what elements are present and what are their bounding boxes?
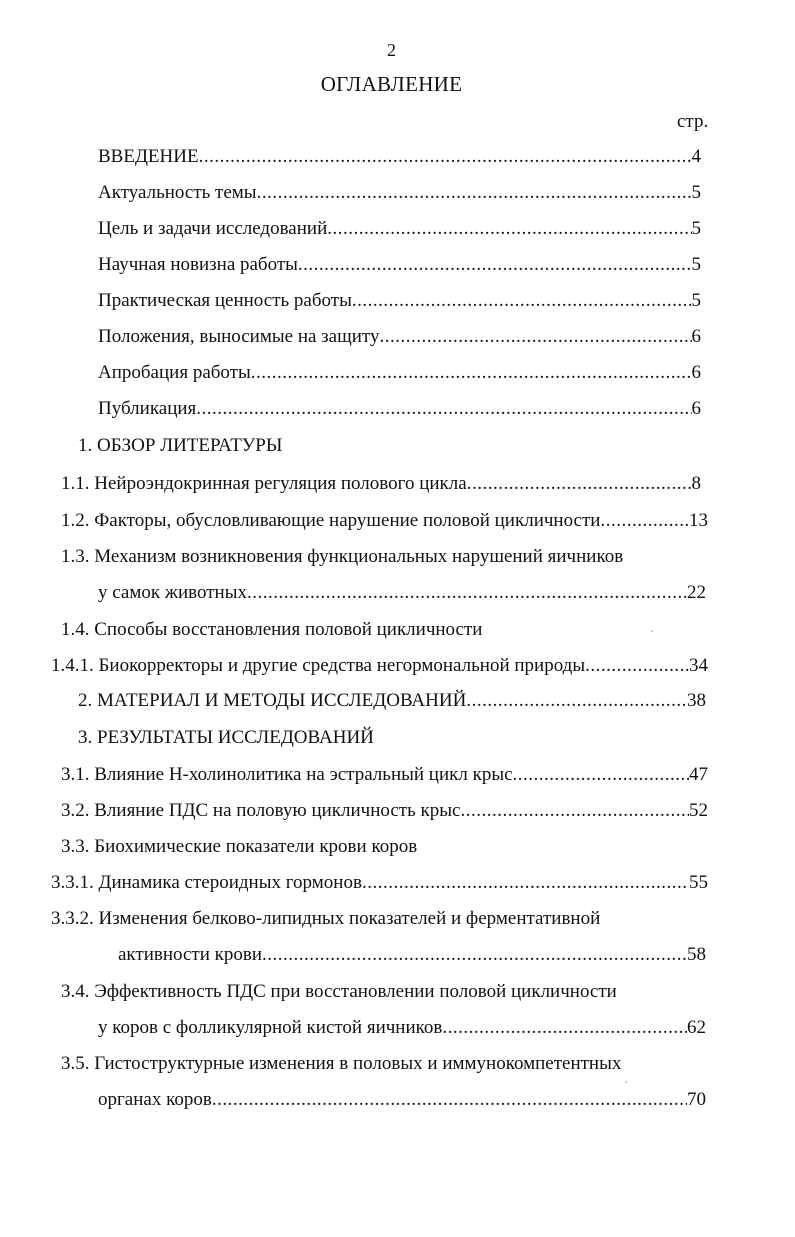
toc-entry-page: 4 [691,146,701,167]
toc-entry-number: 1.3. [61,546,90,567]
leader-dots [362,869,689,897]
toc-entry-label: Влияние Н-холинолитика на эстральный цикл крыс [94,764,513,785]
toc-entry-continuation[interactable] [98,1086,706,1114]
toc-entry-number: 1.4.1. [51,655,94,676]
toc-entry-label: Публикация [98,398,197,419]
toc-entry-continuation[interactable] [118,941,706,969]
toc-entry-page: 58 [687,944,706,965]
leader-dots [585,652,689,680]
toc-entry-label: Биохимические показатели крови коров [94,836,418,857]
toc-entry-label: активности крови [118,944,263,965]
page-column-label: стр. [677,111,709,132]
toc-entry-label: Влияние ПДС на половую цикличность крыс [94,800,461,821]
toc-entry-intro[interactable] [98,143,701,171]
scan-speck [625,1081,627,1083]
toc-entry-label: Эффективность ПДС при восстановлении половой цикличности [94,981,617,1002]
toc-entry-label: у самок животных [98,582,247,603]
toc-entry-number: 3.3.1. [51,872,94,893]
leader-dots [442,1014,687,1042]
leader-dots [467,470,692,498]
toc-entry-label: Механизм возникновения функциональных нарушений яичников [94,546,624,567]
toc-entry-label: у коров с фолликулярной кистой яичников [98,1017,443,1038]
toc-entry-number: 1.2. [61,510,90,531]
toc-entry[interactable] [98,215,701,243]
toc-entry-page: 6 [691,326,701,347]
toc-entry[interactable] [61,616,482,644]
toc-entry[interactable] [61,833,417,861]
toc-entry[interactable] [98,395,701,423]
toc-entry-number: 3.4. [61,981,90,1002]
toc-entry-page: 55 [689,872,708,893]
toc-chapter-1[interactable]: 1. ОБЗОР ЛИТЕРАТУРЫ [78,435,283,456]
leader-dots [298,251,692,279]
toc-entry[interactable] [98,359,701,387]
toc-entry-page: 8 [691,473,701,494]
toc-entry[interactable] [61,761,708,789]
leader-dots [212,1086,687,1114]
leader-dots [196,395,691,423]
toc-entry-page: 22 [687,582,706,603]
toc-entry[interactable] [98,323,701,351]
toc-entry-number: 3.2. [61,800,90,821]
toc-entry-page: 13 [689,510,708,531]
scan-speck [651,630,653,632]
toc-entry-label: Способы восстановления половой цикличности [94,619,483,640]
toc-entry[interactable] [98,287,701,315]
toc-entry-number: 3.3. [61,836,90,857]
toc-entry-number: 3.3.2. [51,908,94,929]
toc-entry-label: Научная новизна работы [98,254,298,275]
toc-entry-first-line[interactable] [61,543,623,571]
toc-entry-page: 6 [691,362,701,383]
leader-dots [251,359,692,387]
toc-entry-label: 2. МАТЕРИАЛ И МЕТОДЫ ИССЛЕДОВАНИЙ [78,690,467,711]
leader-dots [327,215,691,243]
toc-entry-label: Изменения белково-липидных показателей и ферментативной [98,908,601,929]
leader-dots [379,323,691,351]
toc-entry[interactable] [61,507,708,535]
toc-entry-label: Гистоструктурные изменения в половых и иммунокомпетентных [94,1053,622,1074]
toc-entry-number: 3.5. [61,1053,90,1074]
page-title: ОГЛАВЛЕНИЕ [320,72,463,96]
toc-entry-label: Биокорректоры и другие средства негормональной природы [98,655,586,676]
toc-entry-page: 6 [691,398,701,419]
toc-entry-label: ВВЕДЕНИЕ [98,146,199,167]
leader-dots [513,761,689,789]
toc-entry-continuation[interactable] [98,1014,706,1042]
toc-entry-page: 5 [691,218,701,239]
toc-entry-number: 1.4. [61,619,90,640]
toc-entry-label: Положения, выносимые на защиту [98,326,380,347]
leader-dots [262,941,687,969]
toc-entry-page: 5 [691,290,701,311]
leader-dots [247,579,687,607]
toc-entry[interactable] [61,470,701,498]
leader-dots [460,797,689,825]
toc-entry[interactable] [51,869,708,897]
toc-entry-page: 38 [687,690,706,711]
toc-entry-page: 5 [691,254,701,275]
toc-entry-first-line[interactable] [51,905,600,933]
toc-chapter-3[interactable]: 3. РЕЗУЛЬТАТЫ ИССЛЕДОВАНИЙ [78,727,374,748]
leader-dots [352,287,692,315]
toc-entry-page: 70 [687,1089,706,1110]
leader-dots [257,179,692,207]
toc-entry[interactable] [51,652,708,680]
toc-entry-number: 3.1. [61,764,90,785]
toc-entry-page: 52 [689,800,708,821]
toc-entry-first-line[interactable] [61,1050,621,1078]
toc-entry-page: 47 [689,764,708,785]
toc-entry-label: Цель и задачи исследований [98,218,328,239]
toc-entry-first-line[interactable] [61,978,617,1006]
toc-entry-label: Практическая ценность работы [98,290,352,311]
page-number: 2 [387,40,396,60]
toc-chapter-2[interactable] [78,687,706,715]
toc-entry-label: Нейроэндокринная регуляция полового цикла [94,473,467,494]
toc-entry-continuation[interactable] [98,579,706,607]
toc-entry-label: Актуальность темы [98,182,257,203]
toc-entry-page: 34 [689,655,708,676]
toc-entry-label: Факторы, обусловливающие нарушение половой цикличности [94,510,601,531]
toc-entry-label: органах коров [98,1089,212,1110]
toc-entry[interactable] [98,251,701,279]
toc-entry-page: 62 [687,1017,706,1038]
toc-entry-number: 1.1. [61,473,90,494]
toc-entry-label: Апробация работы [98,362,251,383]
leader-dots [600,507,689,535]
toc-entry[interactable] [98,179,701,207]
leader-dots [466,687,687,715]
toc-entry-page: 5 [691,182,701,203]
leader-dots [199,143,692,171]
toc-entry[interactable] [61,797,708,825]
toc-entry-label: Динамика стероидных гормонов [98,872,362,893]
